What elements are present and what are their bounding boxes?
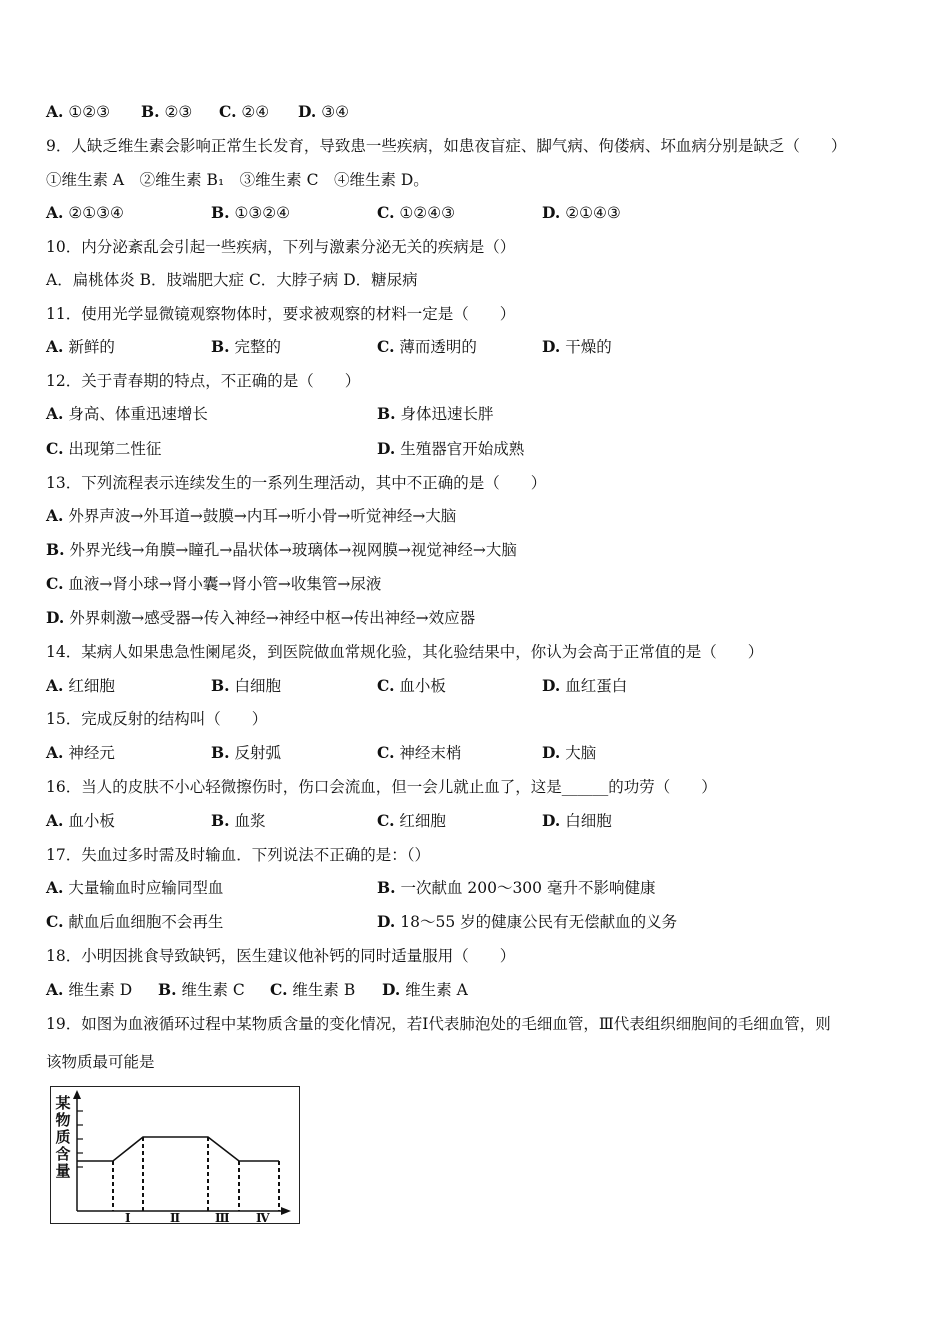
q17-option-a[interactable]: A. 大量输血时应输同型血 [46,878,224,897]
q12-option-b[interactable]: B. 身体迅速长胖 [377,404,494,423]
q11-stem: 11．使用光学显微镜观察物体时，要求被观察的材料一定是（ ） [46,305,516,323]
q12-option-a[interactable]: A. 身高、体重迅速增长 [46,404,208,423]
figure-x-tick-4: Ⅳ [256,1211,270,1225]
q9-option-b[interactable]: B. ①③②④ [211,203,291,222]
figure-curve [77,1137,279,1161]
q19-stem-line2: 该物质最可能是 [46,1053,155,1071]
figure-x-tick-2: Ⅱ [170,1211,181,1225]
q16-option-d[interactable]: D. 白细胞 [542,811,612,830]
q11-option-a[interactable]: A. 新鲜的 [46,337,115,356]
figure-y-arrow [73,1090,81,1099]
q9-stem: 9．人缺乏维生素会影响正常生长发育，导致患一些疾病，如患夜盲症、脚气病、佝偻病、坏血病分别是缺乏（ ） [46,137,847,155]
q8-option-a[interactable]: A. ①②③ [46,102,111,121]
q8-option-d[interactable]: D. ③④ [298,102,350,121]
figure-segment-markers [113,1137,279,1211]
q16-option-a[interactable]: A. 血小板 [46,811,115,830]
q8-option-c[interactable]: C. ②④ [219,102,270,121]
figure-plot [51,1087,301,1225]
q12-stem: 12．关于青春期的特点，不正确的是（ ） [46,372,361,390]
q9-sub: ①维生素 A ②维生素 B₁ ③维生素 C ④维生素 D。 [46,171,429,189]
q13-option-b[interactable]: B. 外界光线→角膜→瞳孔→晶状体→玻璃体→视网膜→视觉神经→大脑 [46,540,517,559]
q12-option-d[interactable]: D. 生殖器官开始成熟 [377,439,525,458]
q16-stem: 16．当人的皮肤不小心轻微擦伤时，伤口会流血，但一会儿就止血了，这是______的功劳（ ） [46,778,717,796]
q18-option-b[interactable]: B. 维生素 C [158,980,245,999]
q11-option-c[interactable]: C. 薄而透明的 [377,337,477,356]
q9-option-d[interactable]: D. ②①④③ [542,203,621,222]
q14-option-d[interactable]: D. 血红蛋白 [542,676,628,695]
q15-stem: 15．完成反射的结构叫（ ） [46,710,268,728]
figure-y-label: 某物质含量 [55,1094,71,1180]
q16-option-c[interactable]: C. 红细胞 [377,811,446,830]
figure-x-tick-1: Ⅰ [125,1211,131,1225]
q17-option-c[interactable]: C. 献血后血细胞不会再生 [46,912,224,931]
q14-option-a[interactable]: A. 红细胞 [46,676,115,695]
q13-option-a[interactable]: A. 外界声波→外耳道→鼓膜→内耳→听小骨→听觉神经→大脑 [46,506,457,525]
q9-option-c[interactable]: C. ①②④③ [377,203,455,222]
q12-option-c[interactable]: C. 出现第二性征 [46,439,162,458]
q13-option-d[interactable]: D. 外界刺激→感受器→传入神经→神经中枢→传出神经→效应器 [46,608,476,627]
q15-option-c[interactable]: C. 神经末梢 [377,743,462,762]
q18-option-a[interactable]: A. 维生素 D [46,980,133,999]
figure-x-tick-3: Ⅲ [215,1211,230,1225]
q19-stem-line1: 19．如图为血液循环过程中某物质含量的变化情况，若Ⅰ代表肺泡处的毛细血管，Ⅲ代表组织细胞间的毛细血管，则 [46,1015,831,1033]
figure-x-arrow [281,1207,291,1215]
q13-stem: 13．下列流程表示连续发生的一系列生理活动，其中不正确的是（ ） [46,474,547,492]
q10-options[interactable]: A．扁桃体炎 B．肢端肥大症 C．大脖子病 D．糖尿病 [46,271,418,289]
q17-option-b[interactable]: B. 一次献血 200～300 毫升不影响健康 [377,878,656,897]
q18-option-c[interactable]: C. 维生素 B [270,980,356,999]
q15-option-d[interactable]: D. 大脑 [542,743,597,762]
q15-option-a[interactable]: A. 神经元 [46,743,115,762]
q17-option-d[interactable]: D. 18～55 岁的健康公民有无偿献血的义务 [377,912,678,931]
q16-option-b[interactable]: B. 血浆 [211,811,266,830]
q8-option-b[interactable]: B. ②③ [141,102,193,121]
q14-option-c[interactable]: C. 血小板 [377,676,446,695]
q9-option-a[interactable]: A. ②①③④ [46,203,124,222]
q18-option-d[interactable]: D. 维生素 A [382,980,468,999]
q14-option-b[interactable]: B. 白细胞 [211,676,281,695]
q17-stem: 17．失血过多时需及时输血．下列说法不正确的是：（） [46,846,430,864]
q19-figure [50,1086,300,1224]
q10-stem: 10．内分泌紊乱会引起一些疾病，下列与激素分泌无关的疾病是（） [46,238,516,256]
q13-option-c[interactable]: C. 血液→肾小球→肾小囊→肾小管→收集管→尿液 [46,574,382,593]
q18-stem: 18．小明因挑食导致缺钙，医生建议他补钙的同时适量服用（ ） [46,947,516,965]
q11-option-b[interactable]: B. 完整的 [211,337,281,356]
q14-stem: 14．某病人如果患急性阑尾炎，到医院做血常规化验，其化验结果中，你认为会高于正常值的是（ ） [46,643,764,661]
q11-option-d[interactable]: D. 干燥的 [542,337,612,356]
q15-option-b[interactable]: B. 反射弧 [211,743,281,762]
